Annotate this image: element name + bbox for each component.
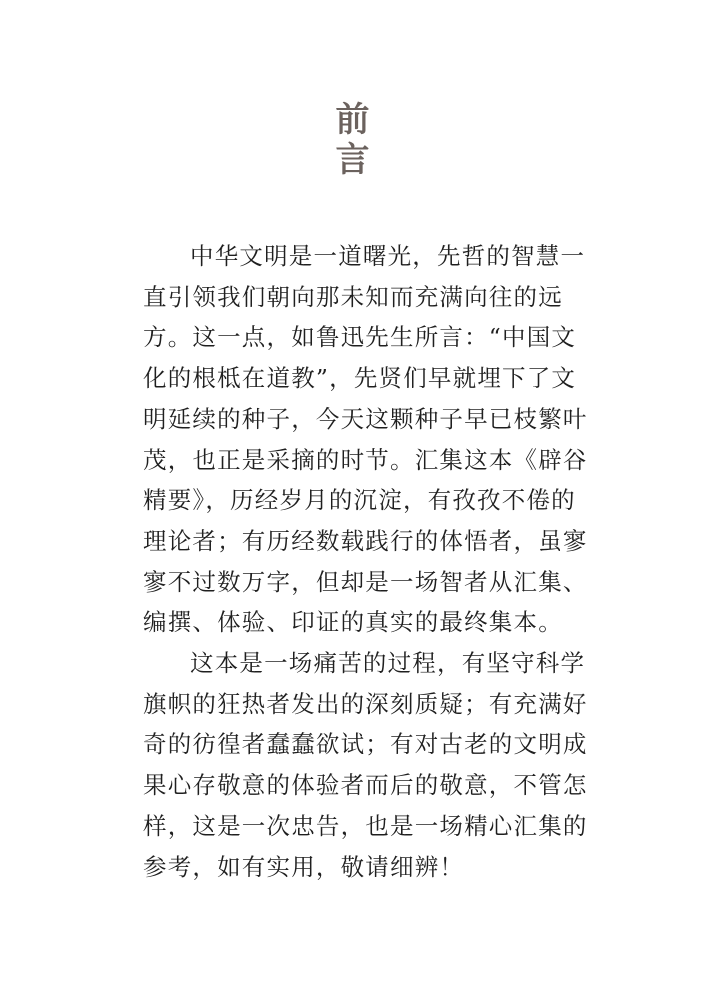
title-char-2: 言 <box>335 140 370 180</box>
text-line: 旗帜的狂热者发出的深刻质疑；有充满好 <box>143 689 588 718</box>
text-line: 直引领我们朝向那未知而充满向往的远 <box>143 282 563 311</box>
text-line: 奇的彷徨者蠢蠢欲试；有对古老的文明成 <box>143 730 588 759</box>
text-line: 方。这一点，如鲁迅先生所言：“中国文 <box>143 323 577 352</box>
text-line: 明延续的种子，今天这颗种子早已枝繁叶 <box>143 404 588 433</box>
text-line: 茂，也正是采摘的时节。汇集这本《辟谷 <box>143 445 588 474</box>
text-line: 化的根柢在道教”，先贤们早就埋下了文 <box>143 364 577 393</box>
title-char-1: 前 <box>335 100 370 140</box>
text-line: 精要》，历经岁月的沉淀，有孜孜不倦的 <box>143 486 576 515</box>
paragraph-2 <box>143 643 613 887</box>
page-title <box>0 100 705 180</box>
text-line: 参考，如有实用，敬请细辨！ <box>143 852 465 881</box>
text-line: 样，这是一次忠告，也是一场精心汇集的 <box>143 811 588 840</box>
text-line: 这本是一场痛苦的过程，有坚守科学 <box>190 649 586 678</box>
text-line: 寥不过数万字，但却是一场智者从汇集、 <box>143 567 588 596</box>
text-line: 编撰、体验、印证的真实的最终集本。 <box>143 608 563 637</box>
paragraph-1 <box>143 236 613 643</box>
preface-body <box>143 236 613 887</box>
text-line: 理论者；有历经数载践行的体悟者，虽寥 <box>143 526 588 555</box>
text-line: 中华文明是一道曙光，先哲的智慧一 <box>190 242 586 270</box>
text-line: 果心存敬意的体验者而后的敬意，不管怎 <box>143 771 588 800</box>
